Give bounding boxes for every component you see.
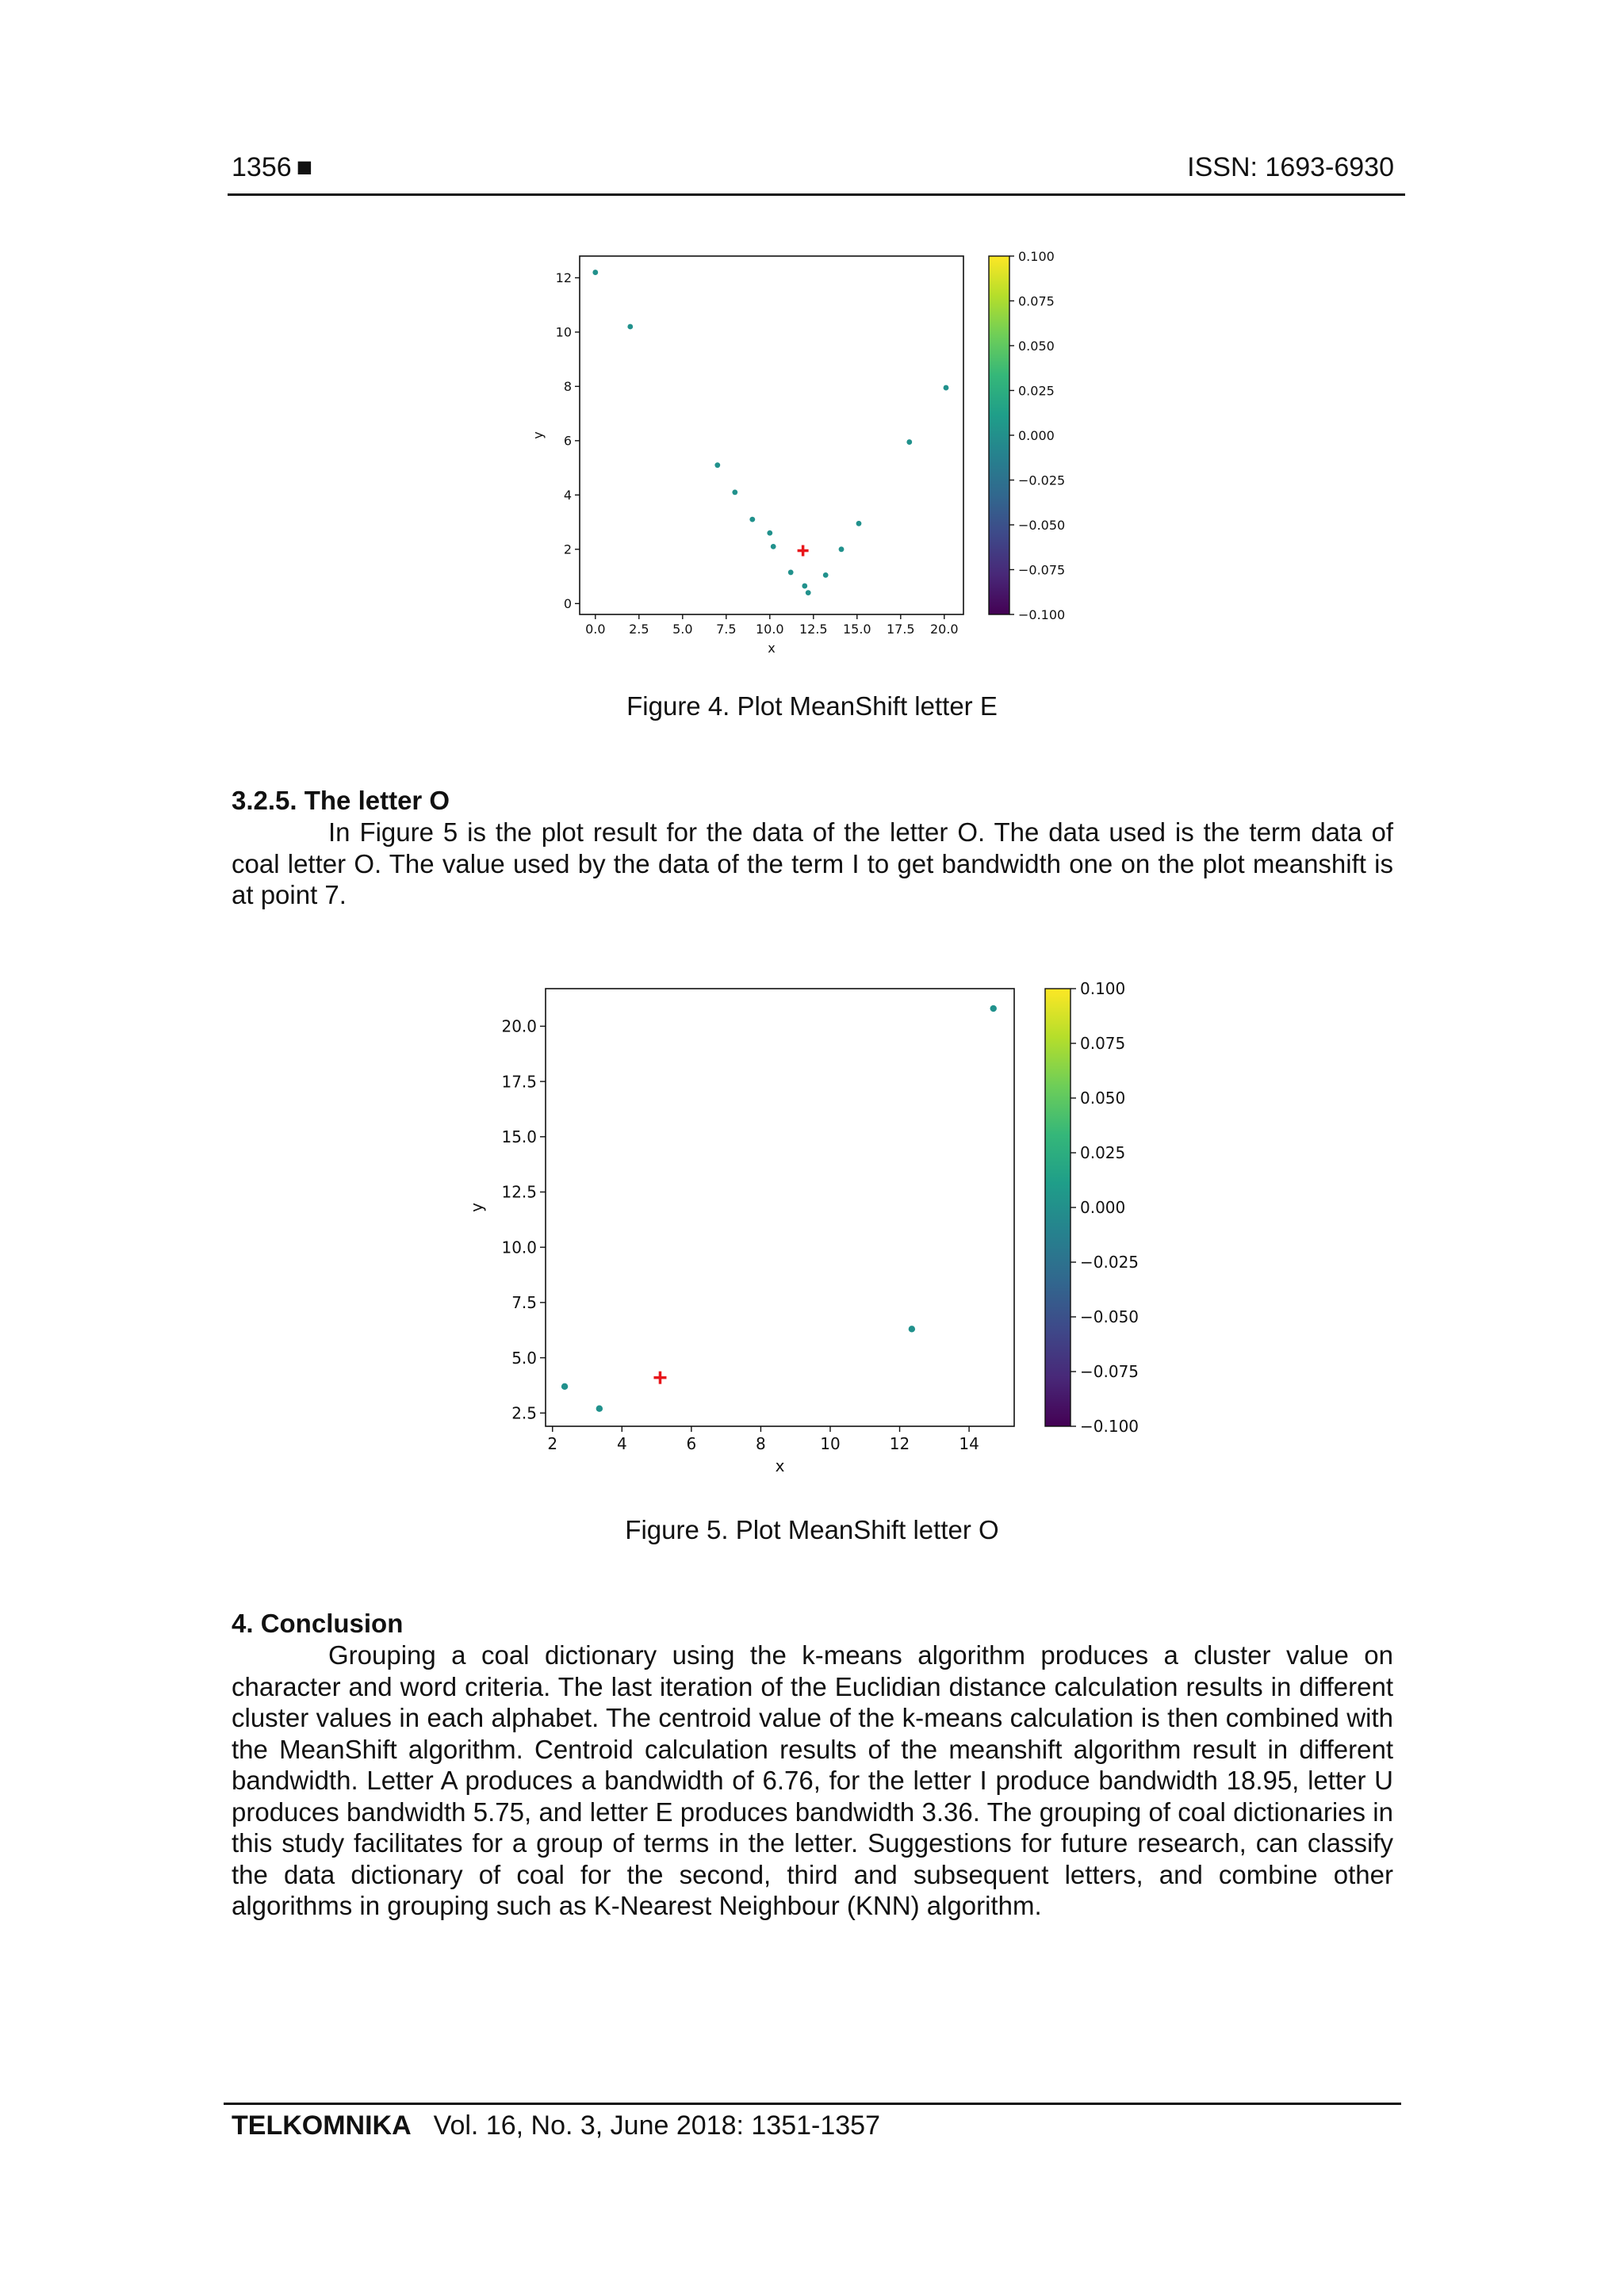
y-tick-label: 10 xyxy=(555,324,572,340)
data-point xyxy=(749,517,755,522)
data-point xyxy=(767,530,772,536)
footer-citation: Vol. 16, No. 3, June 2018: 1351-1357 xyxy=(433,2110,880,2141)
y-tick-label: 12.5 xyxy=(501,1182,537,1202)
data-point xyxy=(906,439,912,445)
colorbar-tick-label: −0.075 xyxy=(1080,1362,1139,1382)
data-point xyxy=(990,1005,997,1012)
x-tick-label: 10.0 xyxy=(755,622,784,637)
figure-5-chart xyxy=(460,971,1158,1487)
colorbar-tick-label: 0.050 xyxy=(1080,1089,1126,1108)
y-tick-label: 4 xyxy=(563,488,572,503)
x-tick-label: 17.5 xyxy=(886,622,915,637)
y-tick-label: 15.0 xyxy=(501,1127,537,1146)
colorbar-tick-label: 0.075 xyxy=(1080,1034,1126,1054)
x-tick-label: 15.0 xyxy=(842,622,871,637)
colorbar-tick-label: −0.100 xyxy=(1018,607,1066,622)
figure-5-caption: Figure 5. Plot MeanShift letter O xyxy=(625,1515,999,1544)
colorbar-tick-label: −0.050 xyxy=(1018,517,1066,533)
y-tick-label: 17.5 xyxy=(501,1072,537,1092)
x-tick-label: 12 xyxy=(889,1434,910,1453)
colorbar-tick-label: 0.025 xyxy=(1018,383,1055,399)
section-3-2-5-text: In Figure 5 is the plot result for the data of the letter O. The data used is the term data of coal letter O. The value used by the data of the term I to get bandwidth one on the plot meanshift is at point 7. xyxy=(232,817,1393,909)
data-point xyxy=(561,1383,568,1390)
page-number-text: 1356 xyxy=(232,152,292,182)
data-point xyxy=(714,462,720,468)
y-tick-label: 5.0 xyxy=(511,1348,537,1368)
colorbar-tick-label: 0.025 xyxy=(1080,1143,1126,1163)
figure-4-caption: Figure 4. Plot MeanShift letter E xyxy=(626,691,998,721)
data-point xyxy=(771,544,776,549)
x-tick-label: 6 xyxy=(686,1434,697,1453)
x-tick-label: 0.0 xyxy=(585,622,606,637)
colorbar xyxy=(1045,989,1071,1426)
data-point xyxy=(788,570,794,576)
colorbar-tick-label: 0.050 xyxy=(1018,338,1055,354)
figure-4-chart xyxy=(523,242,1094,662)
conclusion-text: Grouping a coal dictionary using the k-means algorithm produces a cluster value on character and word criteria. The last iteration of the Euclidian distance calculation results in different cluster values in each alphabet. The centroid value of the k-means calculation is then combined with the MeanShift algorithm. Centroid calculation results of the meanshift algorithm result in different bandwidth. Letter A produces a bandwidth of 6.76, for the letter I produce bandwidth 18.95, letter U produces bandwidth 5.75, and letter E produces bandwidth 3.36. The grouping of coal dictionaries in this study facilitates for a group of terms in the letter. Suggestions for future research, can classify the data dictionary of coal for the second, third and subsequent letters, and combine other algorithms in grouping such as K-Nearest Neighbour (KNN) algorithm. xyxy=(232,1640,1393,1920)
page-number xyxy=(232,152,312,183)
data-point xyxy=(839,546,845,552)
x-tick-label: 10 xyxy=(820,1434,841,1453)
colorbar-tick-label: −0.050 xyxy=(1080,1307,1139,1327)
colorbar-tick-label: 0.100 xyxy=(1080,979,1126,999)
y-tick-label: 0 xyxy=(563,596,572,612)
y-axis-label: y xyxy=(467,1203,486,1212)
footer xyxy=(232,2110,880,2141)
plot-frame xyxy=(546,989,1014,1426)
y-axis-label: y xyxy=(530,431,546,439)
y-tick-label: 7.5 xyxy=(511,1293,537,1313)
colorbar-tick-label: −0.025 xyxy=(1080,1253,1139,1272)
colorbar-tick-label: −0.075 xyxy=(1018,562,1066,578)
conclusion-title: 4. Conclusion xyxy=(232,1609,404,1638)
page-marker-icon: ■ xyxy=(296,152,313,182)
header-rule xyxy=(228,193,1405,196)
y-tick-label: 6 xyxy=(563,433,572,449)
y-tick-label: 2 xyxy=(563,541,572,557)
x-tick-label: 7.5 xyxy=(716,622,737,637)
data-point xyxy=(802,584,807,589)
x-tick-label: 12.5 xyxy=(799,622,828,637)
data-point xyxy=(806,590,811,595)
y-tick-label: 12 xyxy=(555,270,572,286)
data-point xyxy=(909,1326,915,1332)
y-tick-label: 20.0 xyxy=(501,1016,537,1036)
colorbar-tick-label: 0.000 xyxy=(1080,1198,1126,1218)
data-point xyxy=(596,1405,603,1411)
data-point xyxy=(856,521,862,526)
x-tick-label: 5.0 xyxy=(672,622,693,637)
data-point xyxy=(627,324,633,330)
figure-4 xyxy=(523,242,1094,666)
colorbar-tick-label: 0.075 xyxy=(1018,293,1055,309)
figure-5 xyxy=(460,971,1158,1490)
x-axis-label: x xyxy=(775,1456,785,1475)
y-tick-label: 10.0 xyxy=(501,1238,537,1257)
section-3-2-5-title: 3.2.5. The letter O xyxy=(232,786,450,815)
data-point xyxy=(592,270,598,275)
data-point xyxy=(823,572,829,578)
colorbar-tick-label: 0.100 xyxy=(1018,248,1055,264)
y-tick-label: 2.5 xyxy=(511,1403,537,1423)
colorbar xyxy=(989,256,1009,614)
colorbar-tick-label: −0.100 xyxy=(1080,1417,1139,1437)
colorbar-tick-label: −0.025 xyxy=(1018,473,1066,488)
data-point xyxy=(732,490,737,496)
y-tick-label: 8 xyxy=(563,379,572,395)
x-tick-label: 8 xyxy=(756,1434,766,1453)
footer-rule xyxy=(224,2103,1401,2105)
x-tick-label: 14 xyxy=(959,1434,979,1453)
x-tick-label: 2 xyxy=(547,1434,558,1453)
footer-journal: TELKOMNIKA xyxy=(232,2110,412,2141)
x-axis-label: x xyxy=(768,641,776,656)
x-tick-label: 4 xyxy=(616,1434,627,1453)
x-tick-label: 2.5 xyxy=(629,622,649,637)
conclusion-paragraph xyxy=(232,1640,1393,1922)
data-point xyxy=(944,385,949,391)
section-3-2-5-paragraph xyxy=(232,817,1393,911)
colorbar-tick-label: 0.000 xyxy=(1018,427,1055,443)
x-tick-label: 20.0 xyxy=(929,622,959,637)
plot-frame xyxy=(580,256,963,614)
issn: ISSN: 1693-6930 xyxy=(1187,152,1394,182)
